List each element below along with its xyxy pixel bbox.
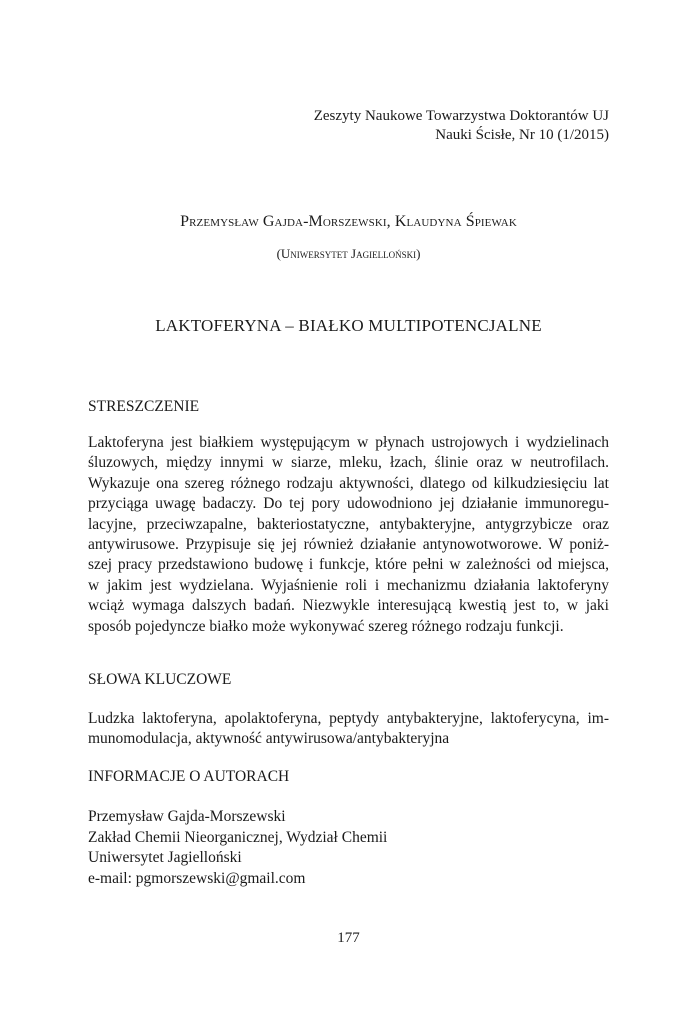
author-email: e-mail: pgmorszewski@gmail.com xyxy=(88,869,306,887)
abstract-heading: STRESZCZENIE xyxy=(88,398,200,415)
author-info-heading: INFORMACJE O AUTORACH xyxy=(88,768,290,785)
abstract-line: sposób pojedyncze białko może wykonywać szereg różnego rodzaju funkcji. xyxy=(88,617,564,635)
abstract-line: wciąż wymaga dalszych badań. Niezwykle interesującą kwestią jest to, w jaki xyxy=(88,597,609,615)
abstract-line: śluzowych, między innymi w siarze, mleku, łzach, ślinie oraz w neutrofilach. xyxy=(88,454,609,472)
authors: Przemysław Gajda-Morszewski, Klaudyna Śpiewak xyxy=(180,213,517,230)
author-department: Zakład Chemii Nieorganicznej, Wydział Chemii xyxy=(88,828,388,846)
keywords-line: Ludzka laktoferyna, apolaktoferyna, peptydy antybakteryjne, laktoferycyna, im- xyxy=(88,710,609,727)
author-name: Przemysław Gajda-Morszewski xyxy=(88,808,286,825)
journal-name: Zeszyty Naukowe Towarzystwa Doktorantów UJ xyxy=(313,108,609,124)
abstract-line: Wykazuje ona szereg różnego rodzaju aktywności, dlatego od kilkudziesięciu lat xyxy=(88,474,609,492)
page-number: 177 xyxy=(337,930,360,946)
journal-header xyxy=(314,107,609,145)
abstract-line: antywirusowe. Przypisuje się jej również działanie antynowotworowe. W poniż- xyxy=(88,535,609,553)
abstract-line: Laktoferyna jest białkiem występującym w płynach ustrojowych i wydzielinach xyxy=(88,434,609,451)
paper-title: LAKTOFERYNA – BIAŁKO MULTIPOTENCJALNE xyxy=(155,316,542,335)
keywords-heading: SŁOWA KLUCZOWE xyxy=(88,671,232,688)
author-university: Uniwersytet Jagielloński xyxy=(88,849,242,866)
keywords-line: munomodulacja, aktywność antywirusowa/antybakteryjna xyxy=(88,730,450,748)
affiliation: (Uniwersytet Jagielloński) xyxy=(276,246,421,261)
abstract-line: w jakim jest wydzielana. Wyjaśnienie roli i mechanizmu działania laktoferyny xyxy=(88,576,609,594)
abstract-line: szej pracy przedstawiono budowę i funkcje, które pełni w zależności od miejsca, xyxy=(88,556,609,574)
keywords-body xyxy=(88,709,609,750)
journal-issue: Nauki Ścisłe, Nr 10 (1/2015) xyxy=(435,127,609,143)
abstract-body xyxy=(88,433,609,637)
abstract-line: lacyjne, przeciwzapalne, bakteriostatyczne, antybakteryjne, antygrzybicze oraz xyxy=(88,515,609,533)
author-info-block xyxy=(88,807,387,889)
abstract-line: przyciąga uwagę badaczy. Do tej pory udowodniono jej działanie immunoregu- xyxy=(88,495,609,513)
